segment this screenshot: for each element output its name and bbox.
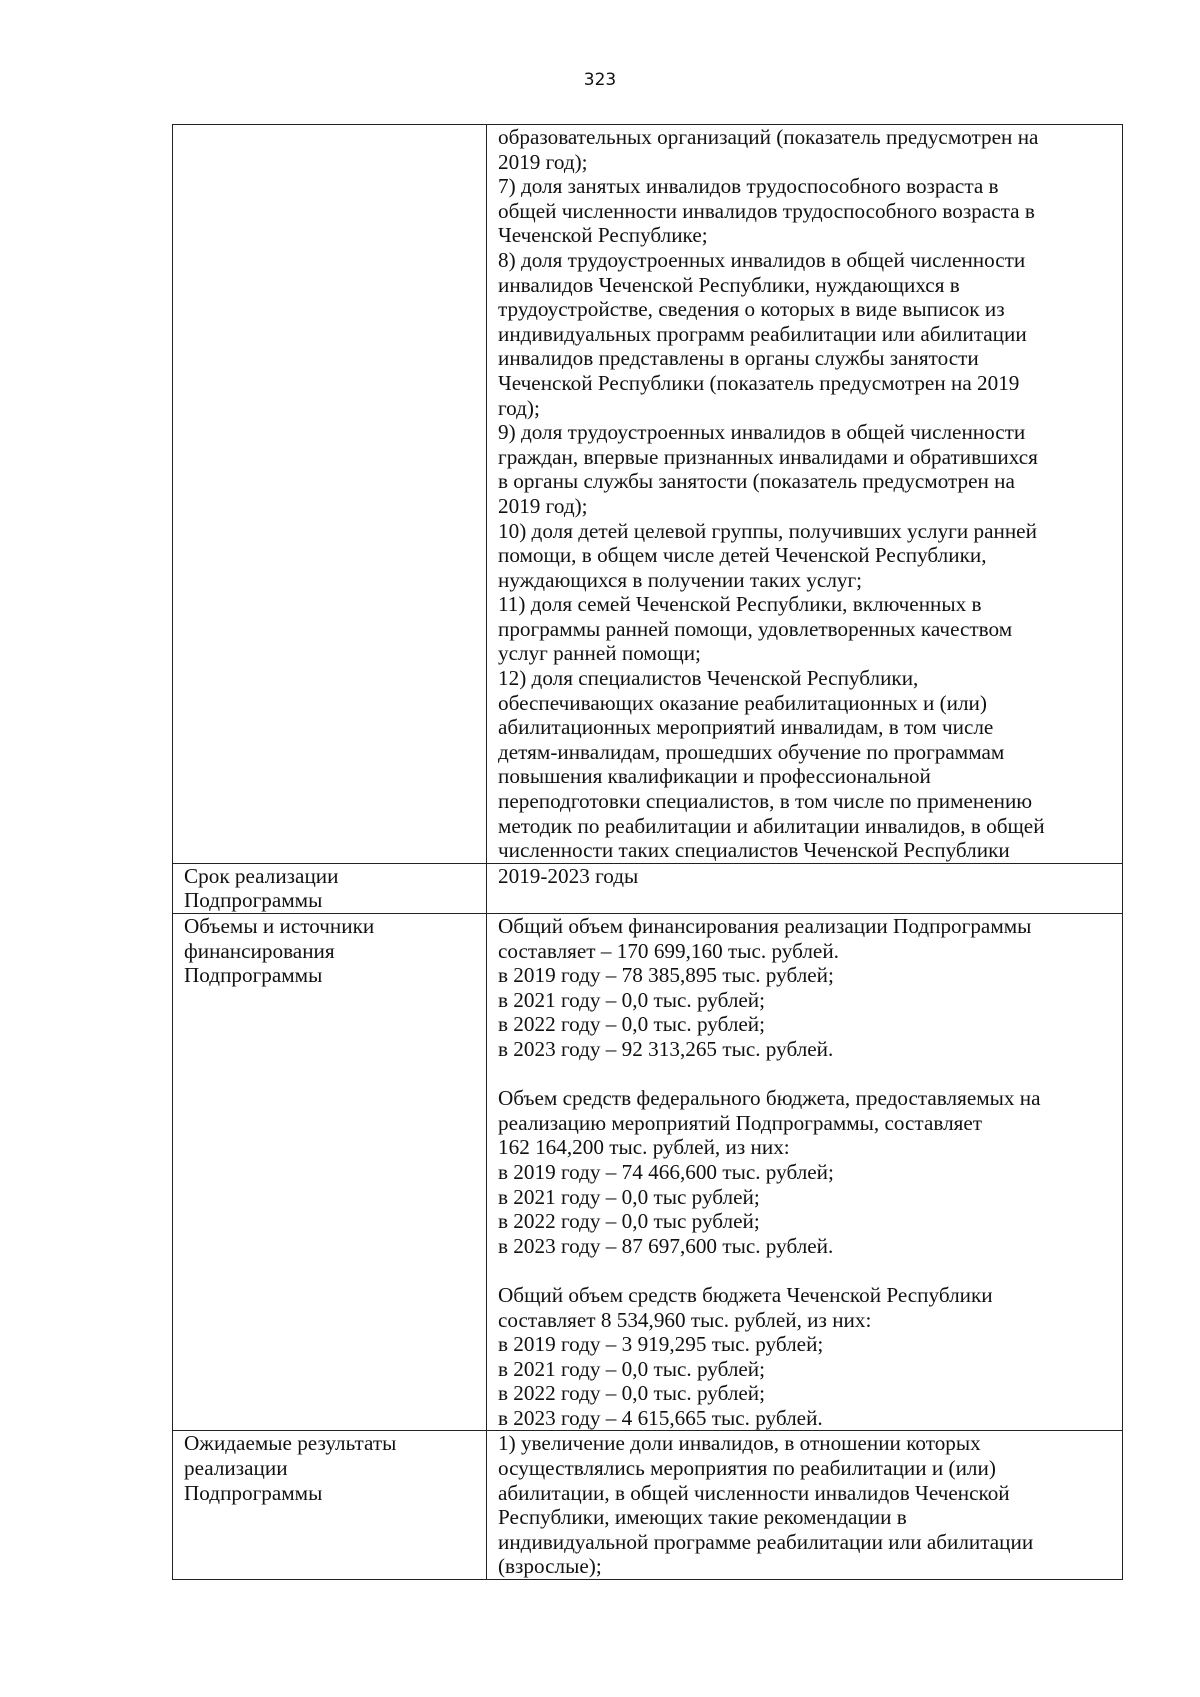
value-text-line: Общий объем финансирования реализации Подпрограммы (498, 914, 1032, 938)
value-text-line: инвалидов представлены в органы службы занятости (498, 346, 979, 371)
value-text-line: (взрослые); (498, 1554, 602, 1579)
value-text-line: 2019 год); (498, 493, 588, 518)
value-text-line: 11) доля семей Чеченской Республики, включенных в (498, 592, 982, 617)
value-text-line: 1) увеличение доли инвалидов, в отношении которых (498, 1431, 981, 1456)
value-text-line: индивидуальных программ реабилитации или абилитации (498, 321, 1027, 346)
value-text-line: 162 164,200 тыс. рублей, из них: (498, 1135, 790, 1160)
row-value-cell (487, 125, 1123, 864)
value-text-line: граждан, впервые признанных инвалидами и обратившихся (498, 444, 1038, 469)
row-value-cell (487, 914, 1123, 1431)
row-expected-results (173, 1431, 1123, 1580)
value-text-line: в 2022 году – 0,0 тыс. рублей; (498, 1012, 766, 1037)
value-text-line: в 2022 году – 0,0 тыс. рублей; (498, 1381, 766, 1406)
row-value-cell (487, 863, 1123, 913)
value-text-line: в 2023 году – 4 615,665 тыс. рублей. (498, 1405, 823, 1430)
value-text-line: услуг ранней помощи; (498, 641, 701, 666)
row-label-line: финансирования (184, 938, 335, 963)
value-text-line: 8) доля трудоустроенных инвалидов в общей численности (498, 247, 1026, 272)
row-label-line: Подпрограммы (184, 888, 323, 913)
paragraph-gap (498, 1062, 1114, 1087)
value-text-line: методик по реабилитации и абилитации инвалидов, в общей (498, 813, 1045, 838)
value-text-line: трудоустройстве, сведения о которых в виде выписок из (498, 297, 1005, 322)
value-text-line: общей численности инвалидов трудоспособного возраста в (498, 198, 1035, 223)
value-text-line: образовательных организаций (показатель предусмотрен на (498, 125, 1039, 149)
row-financing (173, 914, 1123, 1431)
row-label-line: Объемы и источники (184, 914, 375, 938)
value-text-line: Общий объем средств бюджета Чеченской Республики (498, 1282, 993, 1307)
row-label-cell (173, 914, 487, 1431)
value-text-line: переподготовки специалистов, в том числе по применению (498, 789, 1033, 814)
value-text-line: 2019-2023 годы (498, 863, 639, 888)
row-value-cell (487, 1431, 1123, 1580)
value-text-line: Республики, имеющих такие рекомендации в (498, 1505, 907, 1530)
value-text-line: составляет 8 534,960 тыс. рублей, из них: (498, 1307, 872, 1332)
value-text-line: абилитационных мероприятий инвалидам, в том числе (498, 715, 994, 740)
value-text-line: реализацию мероприятий Подпрограммы, составляет (498, 1110, 983, 1135)
row-label-line: Ожидаемые результаты (184, 1431, 397, 1456)
value-text-line: 2019 год); (498, 149, 588, 174)
value-text-line: Чеченской Республики (показатель предусмотрен на 2019 (498, 370, 1020, 395)
subprogram-passport-table (172, 124, 1123, 1580)
value-text-line: Чеченской Республике; (498, 223, 708, 248)
row-implementation-period (173, 863, 1123, 913)
value-text-line: обеспечивающих оказание реабилитационных и (или) (498, 690, 987, 715)
value-text-line: в 2022 году – 0,0 тыс рублей; (498, 1209, 760, 1234)
row-label-line: реализации (184, 1456, 288, 1481)
value-text-line: детям-инвалидам, прошедших обучение по программам (498, 739, 1005, 764)
value-text-line: в 2023 году – 87 697,600 тыс. рублей. (498, 1233, 834, 1258)
value-text-line: помощи, в общем числе детей Чеченской Республики, (498, 543, 987, 568)
value-text-line: осуществлялись мероприятия по реабилитации и (или) (498, 1456, 996, 1481)
row-label-cell (173, 863, 487, 913)
value-text-line: 12) доля специалистов Чеченской Республики, (498, 666, 919, 691)
value-text-line: в 2023 году – 92 313,265 тыс. рублей. (498, 1036, 834, 1061)
row-label-cell (173, 125, 487, 864)
value-text-line: повышения квалификации и профессиональной (498, 764, 931, 789)
value-text-line: в 2019 году – 78 385,895 тыс. рублей; (498, 963, 834, 988)
row-label-line: Срок реализации (184, 863, 339, 888)
value-text-line: индивидуальной программе реабилитации или абилитации (498, 1529, 1034, 1554)
value-text-line: в 2021 году – 0,0 тыс. рублей; (498, 987, 766, 1012)
value-text-line: инвалидов Чеченской Республики, нуждающихся в (498, 272, 960, 297)
row-indicators-continued (173, 125, 1123, 864)
value-text-line: абилитации, в общей численности инвалидов Чеченской (498, 1480, 1010, 1505)
value-text-line: в органы службы занятости (показатель предусмотрен на (498, 469, 1015, 494)
value-text-line: 9) доля трудоустроенных инвалидов в общей численности (498, 420, 1026, 445)
value-text-line: 7) доля занятых инвалидов трудоспособного возраста в (498, 174, 999, 199)
value-text-line: в 2019 году – 3 919,295 тыс. рублей; (498, 1332, 824, 1357)
value-text-line: Объем средств федерального бюджета, предоставляемых на (498, 1086, 1041, 1111)
page-number: 323 (583, 70, 617, 90)
passport-table-body (173, 125, 1123, 1580)
row-label-cell (173, 1431, 487, 1580)
value-text-line: программы ранней помощи, удовлетворенных качеством (498, 616, 1013, 641)
value-text-line: в 2019 году – 74 466,600 тыс. рублей; (498, 1159, 834, 1184)
value-text-line: нуждающихся в получении таких услуг; (498, 567, 863, 592)
row-label-line: Подпрограммы (184, 963, 323, 988)
value-text-line: год); (498, 395, 540, 420)
value-text-line: в 2021 году – 0,0 тыс рублей; (498, 1184, 760, 1209)
value-text-line: численности таких специалистов Чеченской Республики (498, 838, 1010, 863)
paragraph-gap (498, 1258, 1114, 1283)
value-text-line: составляет – 170 699,160 тыс. рублей. (498, 938, 839, 963)
row-label-line: Подпрограммы (184, 1480, 323, 1505)
value-text-line: 10) доля детей целевой группы, получивших услуги ранней (498, 518, 1037, 543)
value-text-line: в 2021 году – 0,0 тыс. рублей; (498, 1356, 766, 1381)
